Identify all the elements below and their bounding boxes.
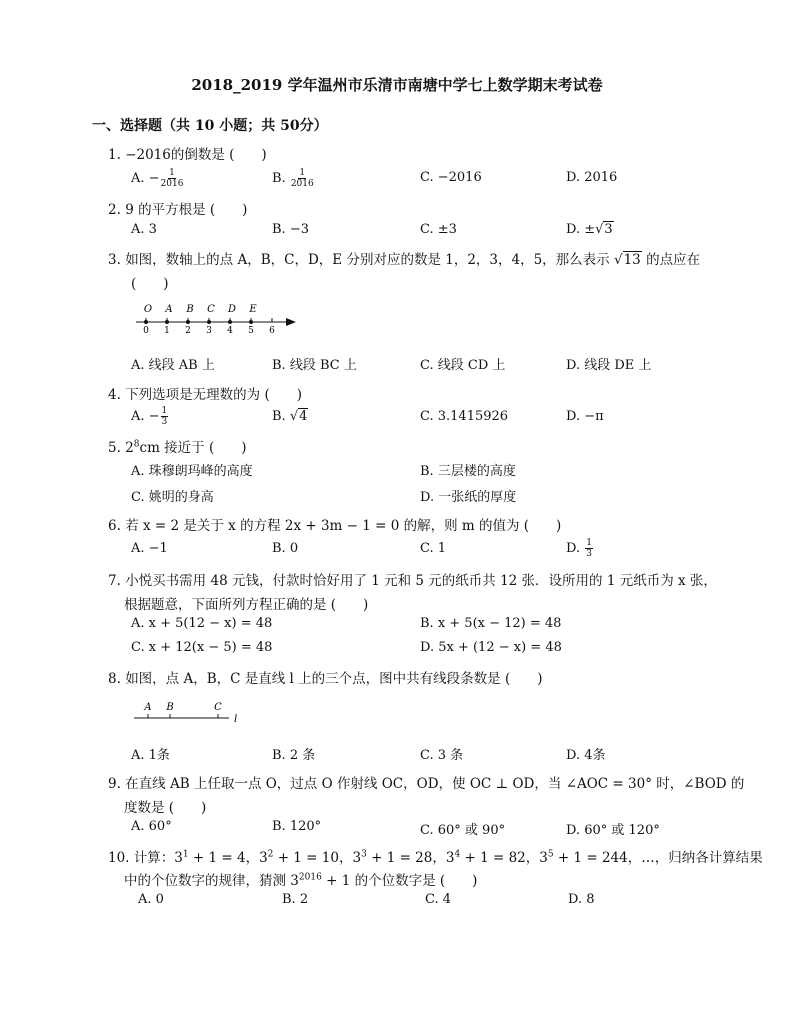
option-a: A. −1 [131, 541, 168, 556]
option-d: D. 2016 [566, 170, 618, 185]
option-a [131, 168, 184, 189]
axis-arrow [286, 318, 296, 326]
line-figure [130, 698, 245, 728]
option-b [272, 168, 315, 189]
question-stem: cm 接近于 ( ) [139, 440, 247, 456]
question-number: 10. [108, 850, 130, 866]
stem-exponent: 2016 [298, 872, 322, 883]
option-label: B. [272, 409, 290, 424]
stem-exponent: 1 [182, 849, 189, 860]
sqrt-radicand: 13 [623, 252, 641, 268]
stem-text: 中的个位数字的规律，猜测 3 [124, 873, 299, 889]
point-label: E [249, 304, 257, 315]
question-stem: 下列选项是无理数的为 ( ) [125, 387, 303, 403]
option-a [131, 406, 169, 427]
tick-label: 6 [269, 326, 275, 336]
option-label: D. ± [566, 222, 596, 237]
question-number: 9. [108, 776, 121, 792]
point-label: D [227, 304, 237, 315]
stem-text: 计算：3 [133, 850, 183, 866]
option-a: A. 60° [131, 819, 172, 834]
option-b: B. −3 [272, 222, 309, 237]
stem-exponent: 5 [547, 849, 554, 860]
fraction-denominator: 3 [161, 417, 168, 427]
sqrt-radicand: 3 [604, 222, 613, 237]
point-dot [228, 320, 232, 324]
option-d: D. 60° 或 120° [566, 823, 660, 838]
option-a: A. 3 [131, 222, 157, 237]
tick-label: 4 [227, 326, 233, 336]
fraction-numerator: 1 [299, 168, 306, 178]
fraction [161, 168, 184, 189]
fraction [291, 168, 314, 189]
question-stem: 若 x = 2 是关于 x 的方程 2x + 3m − 1 = 0 的解，则 m 的值为 ( ) [125, 518, 562, 534]
point-label: B [166, 702, 174, 713]
option-b: B. 三层楼的高度 [420, 464, 516, 479]
option-label: A. − [131, 171, 160, 186]
fraction-denominator: 2016 [290, 179, 314, 189]
stem-base: 2 [125, 440, 134, 456]
option-b: B. 120° [272, 819, 322, 834]
stem-text: + 1 = 10，3 [273, 850, 362, 866]
question-3: 3. 如图，数轴上的点 A，B，C，D，E 分别对应的数是 1，2，3，4，5，那么表示 √13 的点应在 [108, 252, 701, 268]
point-label: C [207, 304, 215, 315]
option-d: D. 5x + (12 − x) = 48 [420, 640, 562, 655]
question-9 [108, 772, 744, 792]
stem-text: + 1 = 28，3 [366, 850, 455, 866]
question-number: 1. [108, 147, 121, 163]
question-stem: 如图，数轴上的点 A，B，C，D，E 分别对应的数是 1，2，3，4，5，那么表示 [125, 252, 610, 268]
option-d [566, 538, 594, 559]
question-stem: 小悦买书需用 48 元钱，付款时恰好用了 1 元和 5 元的纸币共 12 张．设所用的 1 元纸币为 x 张， [125, 573, 717, 589]
option-d: D. ±√3 [566, 222, 613, 237]
point-label: A [144, 702, 152, 713]
tick-label: 5 [248, 326, 254, 336]
option-d: D. 8 [568, 892, 595, 907]
option-a: A. x + 5(12 − x) = 48 [131, 616, 273, 631]
question-number: 4. [108, 387, 121, 403]
question-2 [108, 198, 247, 218]
option-a: A. 0 [138, 892, 164, 907]
option-label: A. − [131, 409, 160, 424]
option-c: C. 姚明的身高 [131, 490, 214, 505]
fraction [161, 406, 169, 427]
point-dot [207, 320, 211, 324]
option-b: B. 2 条 [272, 748, 316, 763]
question-3-line2: ( ) [131, 276, 169, 292]
question-stem: 如图，点 A，B，C 是直线 l 上的三个点，图中共有线段条数是 ( ) [125, 671, 543, 687]
fraction-numerator: 1 [586, 538, 592, 548]
option-c: C. ±3 [420, 222, 457, 237]
question-number: 2. [108, 202, 121, 218]
tick-label: 2 [185, 326, 191, 336]
question-number: 7. [108, 573, 121, 589]
question-stem: 9 的平方根是 ( ) [125, 202, 248, 218]
option-label: B. [272, 171, 290, 186]
stem-text: + 1 的个位数字是 ( ) [321, 873, 478, 889]
option-c: C. 3 条 [420, 748, 464, 763]
point-dot [186, 320, 190, 324]
point-label: A [165, 304, 173, 315]
option-c: C. 线段 CD 上 [420, 358, 506, 373]
option-label: D. [566, 541, 585, 556]
option-b: B. √4 [272, 409, 308, 424]
option-b: B. 2 [282, 892, 309, 907]
question-10 [108, 846, 763, 866]
fraction-numerator: 1 [161, 406, 168, 416]
section-heading: 一、选择题（共 10 小题；共 50分） [92, 118, 328, 134]
option-b: B. x + 5(x − 12) = 48 [420, 616, 562, 631]
point-label: O [143, 304, 153, 315]
option-b: B. 线段 BC 上 [272, 358, 357, 373]
question-5 [108, 436, 247, 456]
fraction [585, 538, 593, 559]
fraction-denominator: 3 [586, 549, 592, 559]
stem-text: + 1 = 244，…，归纳各计算结果 [553, 850, 763, 866]
question-7-line2: 根据题意，下面所列方程正确的是 ( ) [124, 597, 369, 613]
question-number: 8. [108, 671, 121, 687]
option-c: C. 4 [425, 892, 452, 907]
point-dot [165, 320, 169, 324]
option-c: C. 3.1415926 [420, 409, 509, 424]
tick-label: 3 [206, 326, 212, 336]
line-label: l [234, 714, 238, 725]
fraction-denominator: 2016 [160, 179, 184, 189]
option-d: D. −π [566, 409, 604, 424]
tick-label: 1 [164, 326, 170, 336]
option-a: A. 1条 [131, 748, 170, 763]
point-dot [249, 320, 253, 324]
option-d: D. 线段 DE 上 [566, 358, 652, 373]
question-4 [108, 383, 302, 403]
question-stem-tail: 的点应在 [646, 252, 701, 268]
question-10-line2 [124, 869, 477, 889]
option-c: C. x + 12(x − 5) = 48 [131, 640, 273, 655]
question-number: 5. [108, 440, 121, 456]
number-line-figure [130, 300, 305, 340]
stem-exponent: 8 [133, 439, 140, 450]
stem-exponent: 4 [454, 849, 461, 860]
option-d: D. 4条 [566, 748, 606, 763]
question-9-line2: 度数是 ( ) [124, 800, 207, 816]
point-label: C [214, 702, 222, 713]
question-number: 6. [108, 518, 121, 534]
stem-exponent: 3 [361, 849, 367, 860]
option-a: A. 珠穆朗玛峰的高度 [131, 464, 253, 479]
point-dot [144, 320, 148, 324]
question-8 [108, 667, 543, 687]
option-a: A. 线段 AB 上 [131, 358, 215, 373]
question-number: 3. [108, 252, 121, 268]
fraction-numerator: 1 [169, 168, 175, 178]
stem-text: + 1 = 82，3 [460, 850, 548, 866]
stem-exponent: 2 [267, 849, 274, 860]
option-c: C. −2016 [420, 170, 482, 185]
page-title: 2018_2019 学年温州市乐清市南塘中学七上数学期末考试卷 [191, 76, 603, 94]
question-stem: −2016的倒数是 ( ) [125, 147, 267, 163]
stem-text: + 1 = 4，3 [188, 850, 268, 866]
question-stem: 在直线 AB 上任取一点 O，过点 O 作射线 OC，OD，使 OC ⊥ OD，当 ∠AOC = 30° 时，∠BOD 的 [125, 776, 745, 792]
option-d: D. 一张纸的厚度 [420, 490, 517, 505]
question-1 [108, 143, 267, 163]
option-b: B. 0 [272, 541, 299, 556]
question-6 [108, 514, 561, 534]
tick-label: 0 [143, 326, 149, 336]
question-7 [108, 569, 717, 589]
sqrt-radicand: 4 [299, 409, 308, 424]
option-c: C. 1 [420, 541, 447, 556]
point-label: B [186, 304, 194, 315]
option-c: C. 60° 或 90° [420, 823, 506, 838]
